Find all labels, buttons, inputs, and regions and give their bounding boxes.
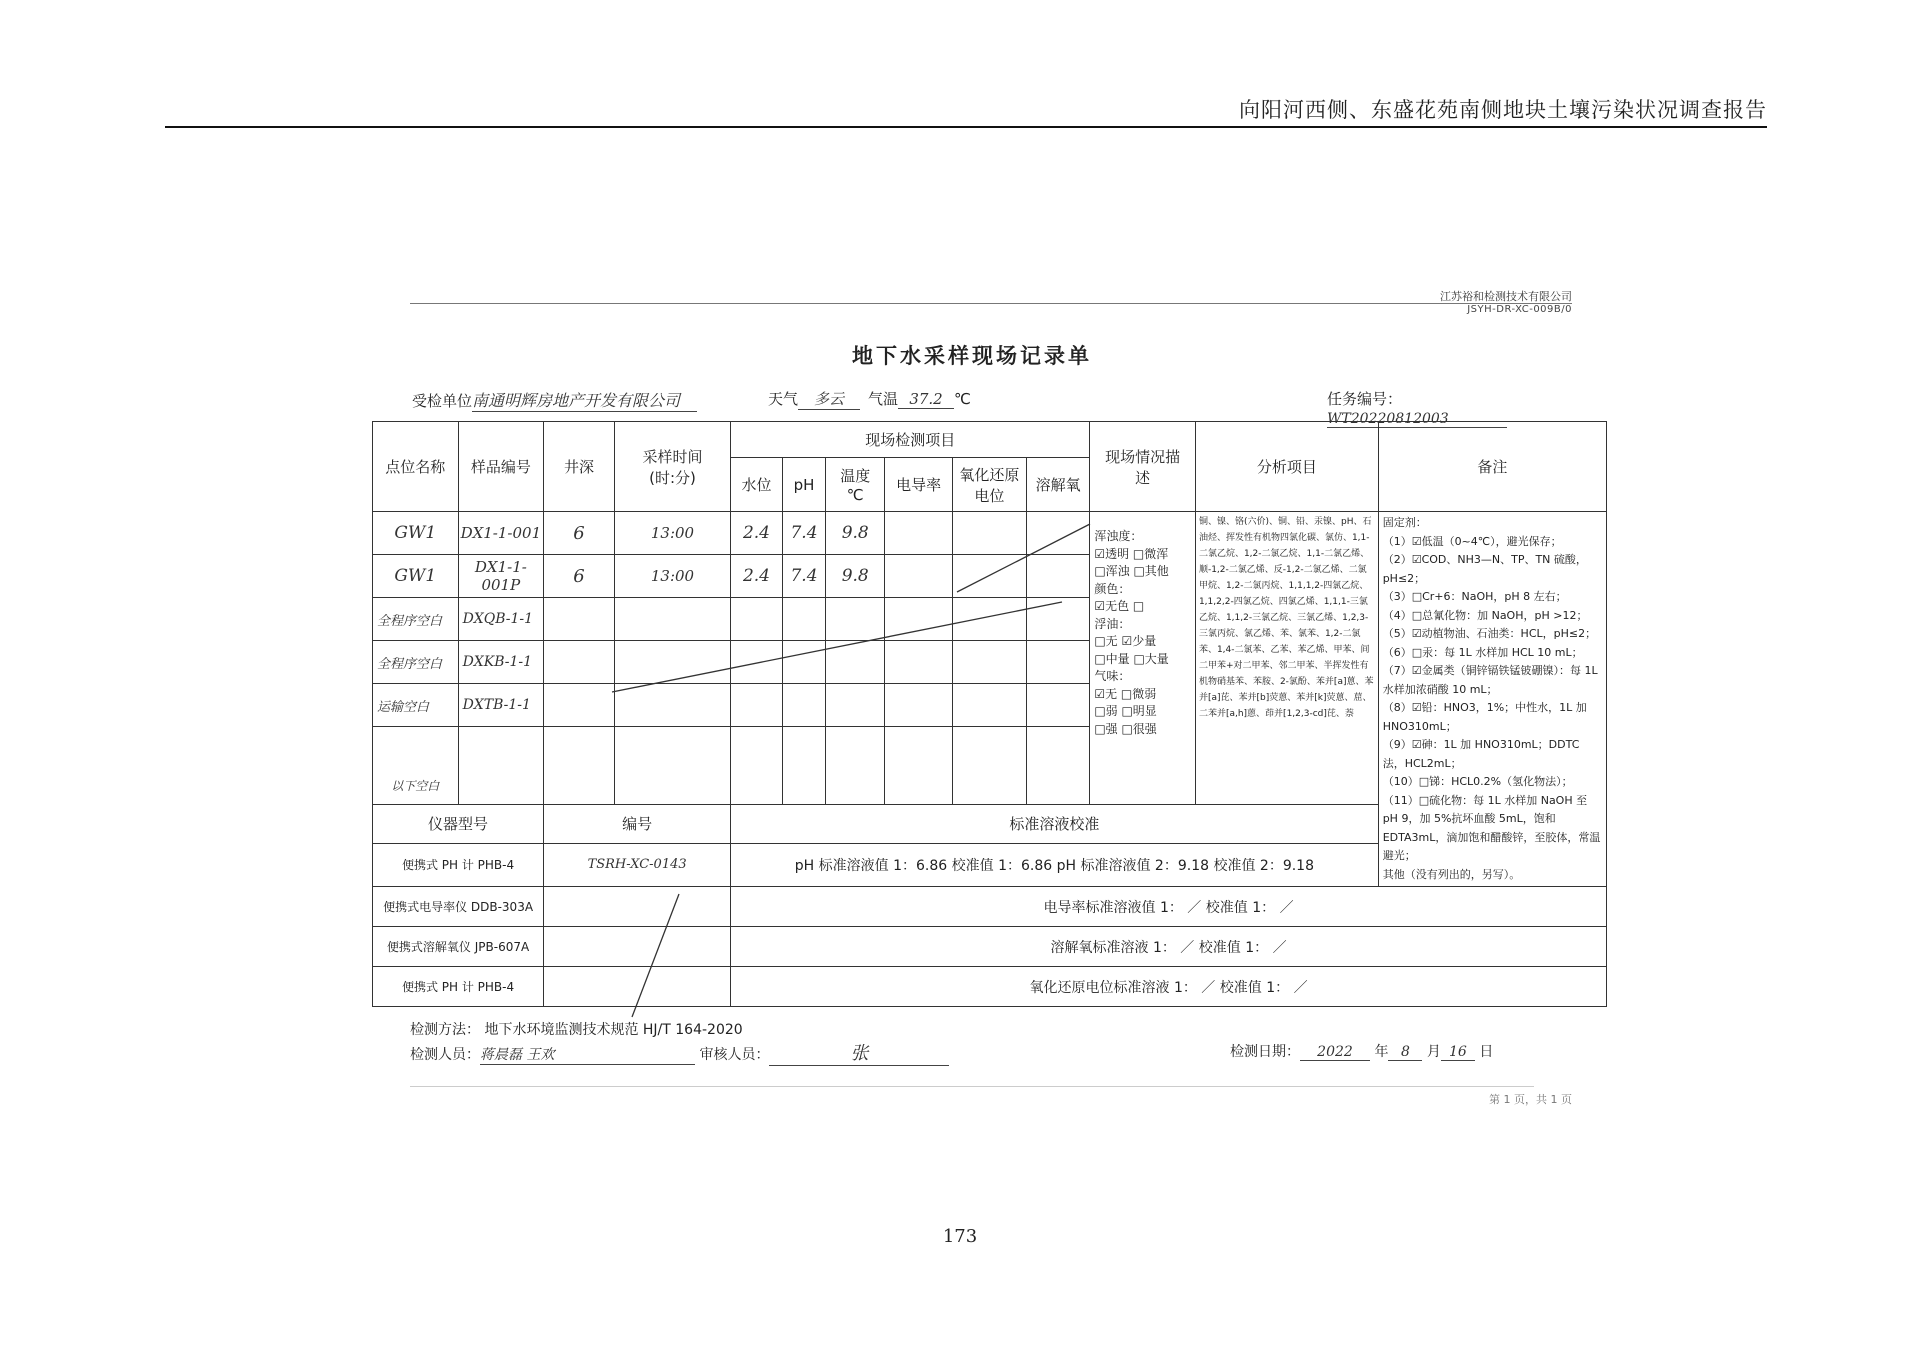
cell-water-level: 2.4 [731,512,783,555]
sampling-record-form [372,284,1601,1106]
bottom-rule [410,1086,1534,1087]
task-value: WT20220812003 [1327,411,1507,428]
cell-water-level [731,727,783,805]
client-value: 南通明辉房地产开发有限公司 [472,388,697,412]
header-do: 溶解氧 [1026,458,1089,512]
header-time: 采样时间 (时:分) [614,422,730,512]
cell-conductivity [885,512,953,555]
cell-sample: DX1-1-001 [458,512,544,555]
form-code: JSYH-DR-XC-009B/0 [1467,304,1572,315]
month-label: 月 [1426,1044,1441,1060]
cell-point: GW1 [373,512,459,555]
cell-time: 13:00 [614,512,730,555]
cell-depth: 6 [544,512,615,555]
cell-time [614,727,730,805]
cell-water-level [731,684,783,727]
cell-point: GW1 [373,555,459,598]
cell-time [614,598,730,641]
task-label: 任务编号： [1327,390,1403,408]
date-day: 16 [1441,1044,1475,1061]
cell-ph: 7.4 [782,555,825,598]
instrument-row [373,927,1607,967]
temperature-field [868,388,971,409]
reviewer-label: 审核人员： [699,1047,770,1063]
date-month: 8 [1388,1044,1422,1061]
cell-conductivity [885,555,953,598]
cell-depth [544,727,615,805]
header-analysis: 分析项目 [1195,422,1378,512]
instrument-model: 便携式 PH 计 PHB-4 [373,967,544,1007]
instrument-number: TSRH-XC-0143 [544,843,731,886]
cell-temperature [826,641,885,684]
report-title: 向阳河西侧、东盛花苑南侧地块土壤污染状况调查报告 [1239,98,1767,122]
cell-conductivity [885,641,953,684]
weather-field [768,388,860,410]
cell-temperature: 9.8 [826,555,885,598]
instrument-calibration: pH 标准溶液值 1：6.86 校准值 1：6.86 pH 标准溶液值 2：9.18 校准值 2：9.18 [731,843,1379,886]
analysis-items: 铜、镍、铬(六价)、铜、铅、汞镍、pH、石油烃、挥发性有机物四氯化碳、氯仿、1,1-二氯乙烷、1,2-二氯乙烷、1,1-二氯乙烯、顺-1,2-二氯乙烯、反-1,2-二氯乙烯、二氯甲烷、1,2-二氯丙烷、1,1,1,2-四氯乙烷、1,1,2,2-四氯乙烷、四氯乙烯、1,1,1-三氯乙烷、1,1,2-三氯乙烷、三氯乙烯、1,2,3-三氯丙烷、氯乙烯、苯、氯苯、1,2-二氯苯、1,4-二氯苯、乙苯、苯乙烯、甲苯、间二甲苯+对二甲苯、邻二甲苯、半挥发性有机物硝基苯、苯胺、2-氯酚、苯并[a]蒽、苯并[a]芘、苯并[b]荧蒽、苯并[k]荧蒽、䓛、二苯并[a,h]蒽、茚并[1,2,3-cd]芘、萘 [1195,512,1378,805]
cell-do [1026,598,1089,641]
instrument-number [544,967,731,1007]
cell-sample: DXKB-1-1 [458,641,544,684]
instrument-model: 便携式 PH 计 PHB-4 [373,843,544,886]
instrument-model: 便携式溶解氧仪 JPB-607A [373,927,544,967]
cell-water-level [731,641,783,684]
cell-orp [952,598,1026,641]
cell-ph [782,641,825,684]
header-temperature: 温度 ℃ [826,458,885,512]
calibration-header: 标准溶液校准 [731,805,1379,844]
remarks-fixatives: 固定剂： （1）☑低温（0~4℃），避光保存； （2）☑COD、NH3—N、TP、TN 硫酸，pH≤2； （3）□Cr+6：NaOH，pH 8 左右； （4）□总氰化物：加 NaOH，pH >12； （5）☑动植物油、石油类：HCL，pH≤2； （6）□汞：每 1L 水样加 HCL 10 mL； （7）☑金属类（铜锌镉铁锰铍硼镍）：每 1L 水样加浓硝酸 10 mL； （8）☑铅：HNO3，1%；中性水，1L 加 HNO310mL； （9）☑砷：1L 加 HNO310mL；DDTC 法，HCL2mL； （10）□锑：HCL0.2%（氢化物法）； （11）□硫化物：每 1L 水样加 NaOH 至 pH 9，加 5%抗坏血酸 5mL，饱和 EDTA3mL，滴加饱和醋酸锌，至胶体，常温避光； 其他（没有列出的，另写）。 [1378,512,1606,887]
cell-orp [952,684,1026,727]
cell-point: 以下空白 [373,727,459,805]
cell-sample: DX1-1-001P [458,555,544,598]
cell-depth [544,598,615,641]
method-label: 检测方法： [410,1022,480,1038]
cell-temperature [826,598,885,641]
cell-ph [782,598,825,641]
cell-time [614,684,730,727]
reviewer-signature: 张 [769,1039,949,1066]
form-title: 地下水采样现场记录单 [852,344,1092,368]
cell-point: 全程序空白 [373,598,459,641]
header-situation: 现场情况描 述 [1090,422,1196,512]
header-point: 点位名称 [373,422,459,512]
cell-depth: 6 [544,555,615,598]
temp-label: 气温 [868,390,899,408]
cell-temperature [826,684,885,727]
method-field [410,1019,743,1039]
instrument-row [373,967,1607,1007]
temp-unit: ℃ [954,390,971,408]
cell-orp [952,512,1026,555]
cell-ph: 7.4 [782,512,825,555]
instrument-number [544,927,731,967]
cell-sample: DXTB-1-1 [458,684,544,727]
temp-value: 37.2 [898,390,954,409]
situation-description: 浑浊度： ☑透明 □微浑 □浑浊 □其他 颜色： ☑无色 □ 浮油： □无 ☑少量 □中量 □大量 气味： ☑无 □微弱 □弱 □明显 □强 □很强 [1090,512,1196,805]
report-header [165,88,1767,128]
sheet-page-count: 第 1 页，共 1 页 [1489,1093,1572,1106]
cell-orp [952,555,1026,598]
cell-do [1026,684,1089,727]
header-remarks: 备注 [1378,422,1606,512]
page-number: 173 [942,1226,978,1247]
cell-depth [544,684,615,727]
number-header: 编号 [544,805,731,844]
staff-label: 检测人员： [410,1047,480,1063]
cell-point: 全程序空白 [373,641,459,684]
instrument-calibration: 电导率标准溶液值 1： ／ 校准值 1： ／ [731,887,1607,927]
header-field-group: 现场检测项目 [731,422,1090,458]
header-conductivity: 电导率 [885,458,953,512]
header-sample: 样品编号 [458,422,544,512]
cell-time [614,641,730,684]
staff-field [410,1039,949,1066]
cell-time: 13:00 [614,555,730,598]
year-label: 年 [1374,1044,1389,1060]
date-field [1230,1041,1493,1061]
instrument-row [373,887,1607,927]
cell-orp [952,727,1026,805]
cell-ph [782,727,825,805]
cell-conductivity [885,727,953,805]
company-name: 江苏裕和检测技术有限公司 [1440,290,1572,303]
day-label: 日 [1479,1044,1494,1060]
header-orp: 氧化还原 电位 [952,458,1026,512]
table-row [373,512,1607,555]
method-value: 地下水环境监测技术规范 HJ/T 164-2020 [484,1022,743,1038]
cell-temperature: 9.8 [826,512,885,555]
cell-sample [458,727,544,805]
client-field [412,388,697,412]
staff-signature: 蒋晨磊 王欢 [480,1044,695,1065]
instrument-model: 便携式电导率仪 DDB-303A [373,887,544,927]
cell-do [1026,641,1089,684]
client-label: 受检单位 [412,392,473,410]
cell-ph [782,684,825,727]
instrument-calibration: 溶解氧标准溶液 1： ／ 校准值 1： ／ [731,927,1607,967]
record-table [372,421,1607,1007]
cell-do [1026,555,1089,598]
header-depth: 井深 [544,422,615,512]
weather-value: 多云 [798,388,860,410]
date-year: 2022 [1300,1044,1370,1061]
cell-temperature [826,727,885,805]
instrument-calibration: 氧化还原电位标准溶液 1： ／ 校准值 1： ／ [731,967,1607,1007]
cell-conductivity [885,684,953,727]
header-ph: pH [782,458,825,512]
cell-point: 运输空白 [373,684,459,727]
cell-conductivity [885,598,953,641]
cell-sample: DXQB-1-1 [458,598,544,641]
cell-do [1026,512,1089,555]
weather-label: 天气 [768,390,799,408]
cell-water-level: 2.4 [731,555,783,598]
header-water-level: 水位 [731,458,783,512]
cell-water-level [731,598,783,641]
top-rule [410,303,1572,304]
cell-orp [952,641,1026,684]
cell-depth [544,641,615,684]
instrument-number [544,887,731,927]
instrument-header: 仪器型号 [373,805,544,844]
cell-do [1026,727,1089,805]
date-label: 检测日期： [1230,1044,1300,1060]
